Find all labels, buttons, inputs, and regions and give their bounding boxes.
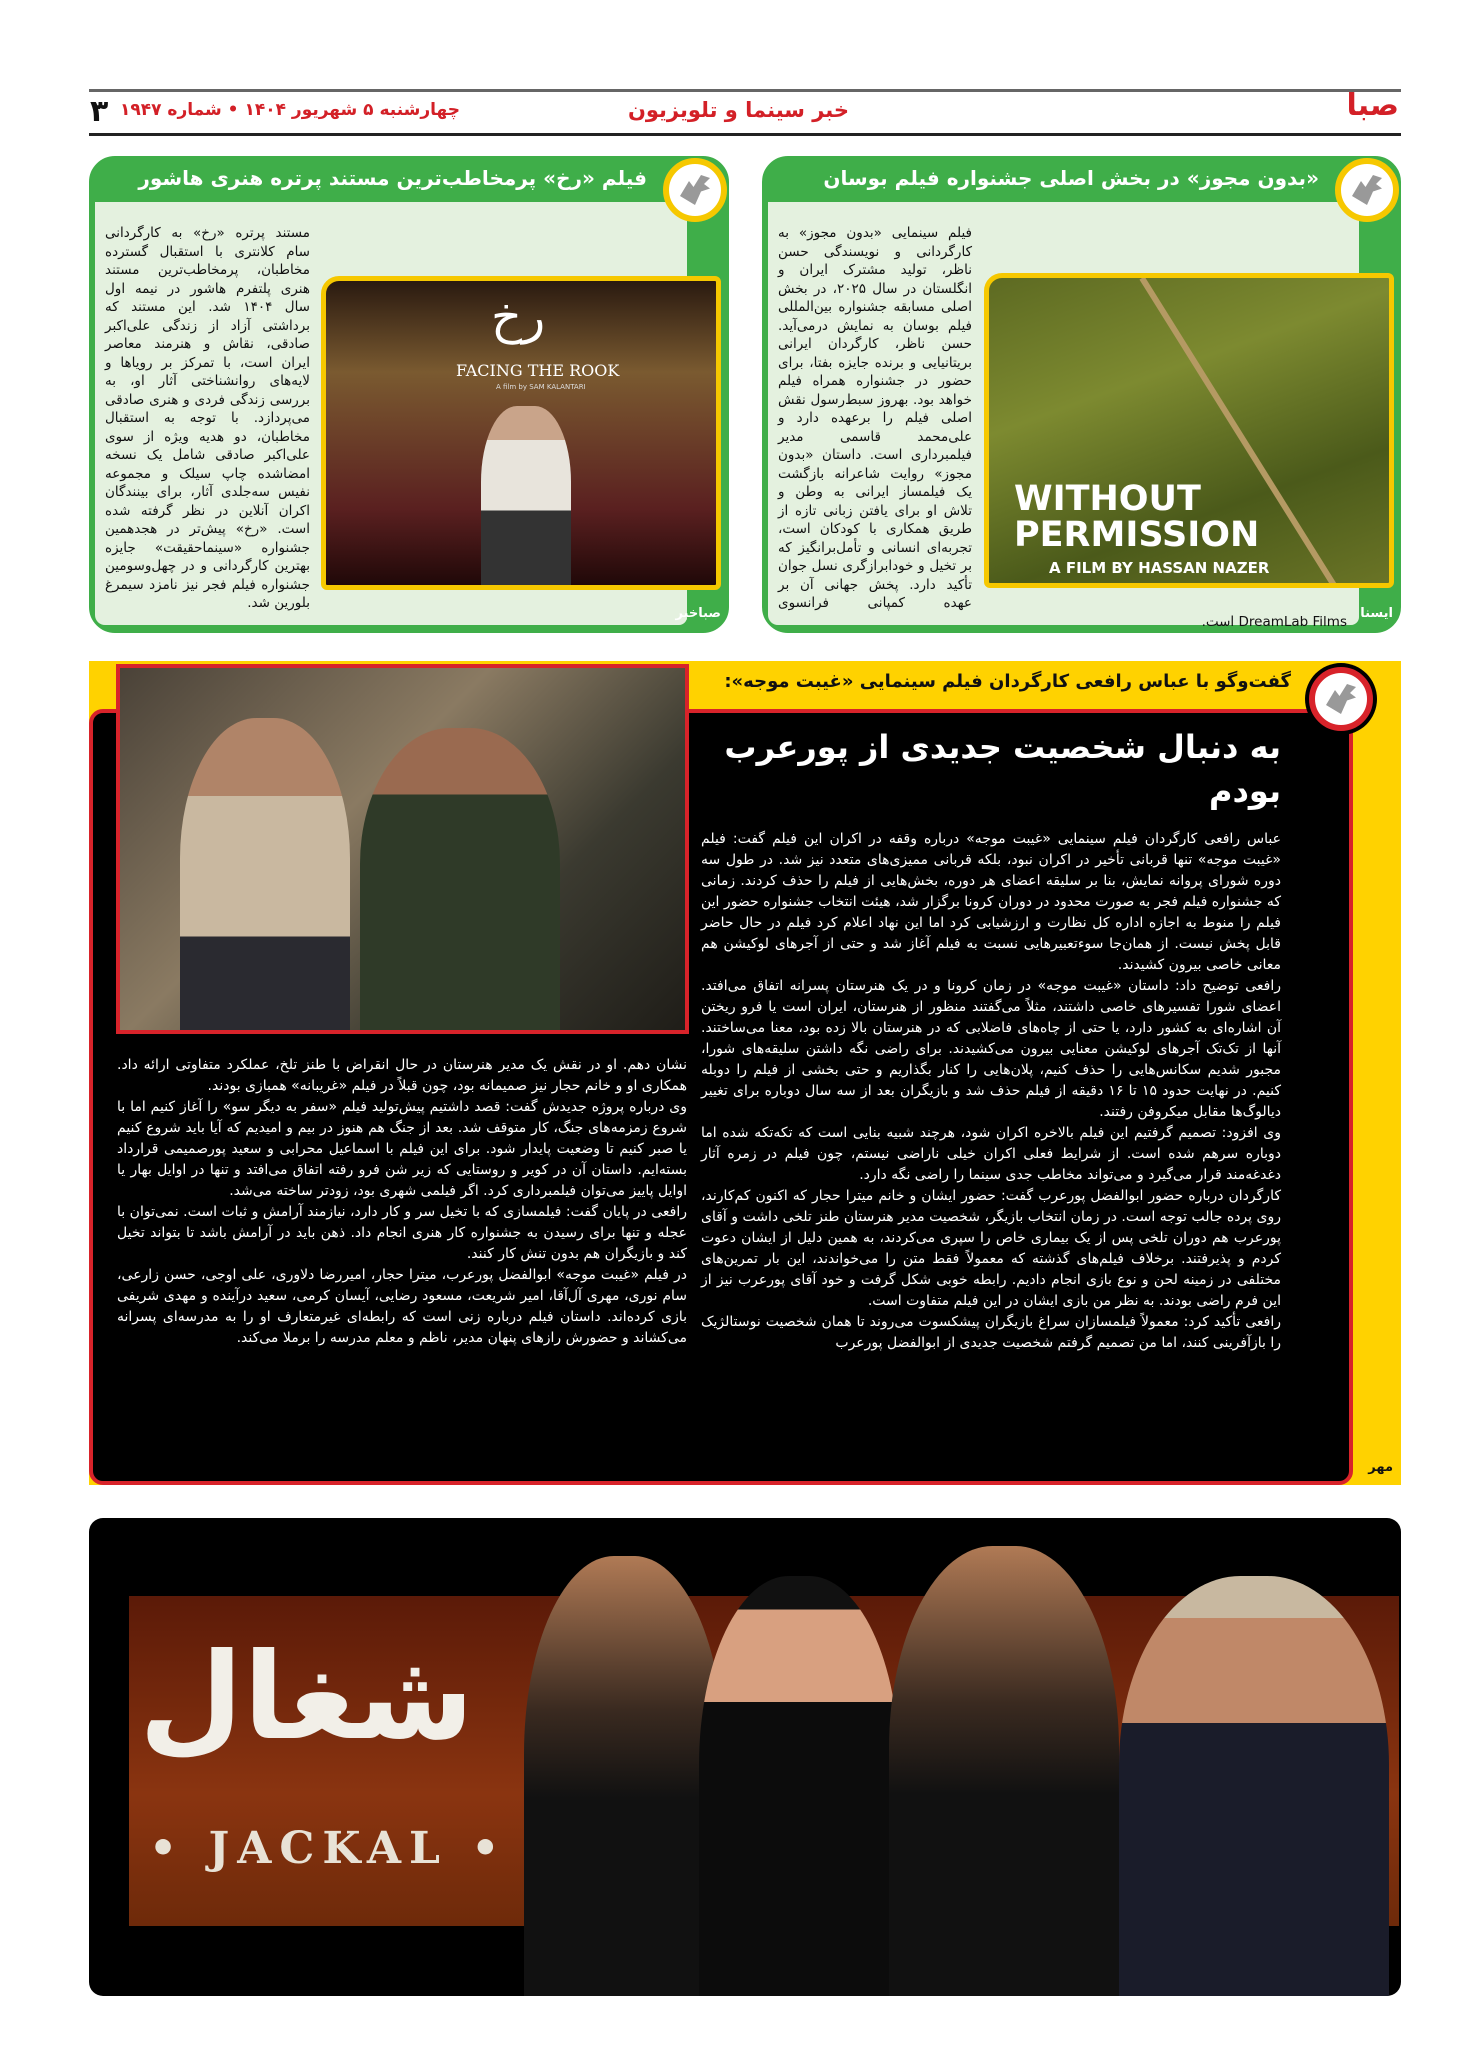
photo-person-right — [360, 728, 560, 1030]
news-box-facing-the-rook — [89, 156, 729, 633]
poster-subtitle: A FILM BY HASSAN NAZER — [1049, 559, 1270, 577]
interview-kicker: گفت‌وگو با عباس رافعی کارگردان فیلم سینمایی «غیبت موجه»: — [724, 671, 1291, 692]
actor-2 — [699, 1576, 899, 1996]
arrow-icon — [1326, 684, 1356, 714]
actor-3 — [889, 1546, 1119, 1996]
interview-photo — [116, 664, 689, 1034]
news-title: فیلم «رخ» پرمخاطب‌ترین مستند پرتره هنری هاشور — [138, 166, 647, 190]
poster-title: FACING THE ROOK — [456, 361, 620, 380]
poster-title: WITHOUT PERMISSION — [1014, 479, 1260, 555]
poster-subtitle: A film by SAM KALANTARI — [496, 383, 586, 391]
actor-1 — [524, 1556, 724, 1996]
news-body — [778, 224, 1347, 629]
newspaper-logo[interactable]: صبا — [1346, 88, 1399, 123]
paragraph: کارگردان درباره حضور ابوالفضل پورعرب گفت: حضور ایشان و خانم میترا حجار که اکنون کم‌کارند، روی پرده جالب توجه است. در زمان انتخاب بازیگر، شخصیت مدیر هنرستان طنز تلخی داشت و آقای پورعرب هم دوران تلخی پس از یک بیماری خاص را سپری می‌کردند، به همین دلیل از ایشان دعوت کردم و پذیرفتند. برخلاف فیلم‌های گذشته که معمولاً فقط متن را می‌خواندند، این بار تمرین‌های مختلفی در زمینه لحن و نوع بازی انجام دادیم. رابطه خوبی شکل گرفت و خود آقای پورعرب نیز از این فرم راضی بودند. به نظر من بازی ایشان در این فیلم متفاوت است. — [701, 1188, 1281, 1309]
header-top-rule — [89, 89, 1401, 92]
paragraph: رافعی تأکید کرد: معمولاً فیلمسازان سراغ بازیگران پیشکسوت می‌روند تا همان شخصیت نوستالژیک را بازآفرینی کنند، اما من تصمیم گرفتم شخصیت جدیدی از ابوالفضل پورعرب — [701, 1314, 1281, 1351]
paragraph: نشان دهم. او در نقش یک مدیر هنرستان در حال انقراض با طنز تلخ، عملکرد متفاوتی ارائه داد. همکاری او و خانم حجار نیز صمیمانه بود، چون قبلاً در فیلم «غریبانه» همبازی بودند. — [117, 1057, 687, 1094]
photo-person-left — [180, 718, 350, 1030]
news-badge — [663, 158, 727, 222]
interview-right-area — [701, 725, 1281, 1354]
interview-column-left — [117, 1055, 687, 1349]
news-body-text: فیلم سینمایی «بدون مجوز» به کارگردانی و نویسندگی حسن ناظر، تولید مشترک ایران و انگلستان در سال ۲۰۲۵، در بخش اصلی مسابقه جشنواره بین‌المللی فیلم بوسان به نمایش درمی‌آید. حسن ناظر، کارگردان ایرانی بریتانیایی و برنده جایزه بفتا، برای حضور در جشنواره همراه فیلم خواهد بود. بهروز سبط‌رسول نقش اصلی فیلم را برعهده دارد و علی‌محمد قاسمی مدیر فیلمبرداری است. داستان «بدون مجوز» روایت شاعرانه بازگشت یک فیلمساز ایرانی به وطن و تلاش او برای یافتن زبانی تازه از طریق همکاری با کودکان است، تجربه‌ای انسانی و تأمل‌برانگیز که بر تخیل و خودابرازگری نسل جوان تأکید دارد. پخش جهانی آن بر عهده کمپانی فرانسوی DreamLab Films است. — [778, 225, 1347, 630]
interview-section — [89, 661, 1401, 1485]
poster-persian-title: رخ — [491, 289, 546, 345]
issue-date: چهارشنبه ۵ شهریور ۱۴۰۴ • شماره ۱۹۴۷ — [120, 100, 461, 120]
banner-english-title: • JACKAL • — [149, 1823, 508, 1874]
news-source: ایسنا — [1360, 606, 1393, 621]
news-badge — [1335, 158, 1399, 222]
news-title: «بدون مجوز» در بخش اصلی جشنواره فیلم بوسان — [823, 166, 1319, 190]
news-body — [105, 224, 675, 629]
news-source: صباخبر — [675, 606, 721, 621]
banner-persian-title: شغال — [139, 1628, 474, 1767]
interview-headline: به دنبال شخصیت جدیدی از پورعرب بودم — [724, 728, 1281, 810]
paragraph: عباس رافعی کارگردان فیلم سینمایی «غیبت موجه» درباره وقفه در اکران این فیلم گفت: فیلم «غیبت موجه» تنها قربانی تأخیر در اکران نبود، بلکه قربانی ممیزی‌های متعدد نیز شد. در طول سه دوره شورای پروانه نمایش، بنا بر سلیقه اعضای هر دوره، بخش‌هایی از فیلم را حذف کردند. زمانی که جشنواره فیلم فجر به صورت محدود در دوران کرونا برگزار شد، هیئت انتخاب جشنواره حضور این فیلم را منوط به اجازه اداره کل نظارت و ارزشیابی کرد اما این نهاد اعلام کرد فیلم در حال حاضر قابل پخش نیست. از همان‌جا سوءتعبیرهایی نسبت به فیلم آغاز شد و حتی از آجرهای لوکیشن هم معانی خاصی بیرون کشیدند. — [700, 831, 1281, 973]
arrow-icon — [1352, 175, 1382, 205]
news-box-without-permission — [762, 156, 1401, 633]
section-title: خبر سینما و تلویزیون — [627, 98, 850, 122]
text-wrap-spacer — [310, 264, 675, 604]
arrow-icon — [680, 175, 710, 205]
paragraph: رافعی توضیح داد: داستان «غیبت موجه» در زمان کرونا و در یک هنرستان پسرانه اتفاق می‌افتد. اعضای شورا تفسیرهای خاصی داشتند، مثلاً می‌گفتند منظور از هنرستان، ایران است یا فرو ریختن آن اشاره‌ای به کشور دارد، یا حتی از چاه‌های فاضلابی که در هنرستان بالا زده بود، معنا می‌ساختند. آنها از تک‌تک آجرهای لوکیشن معنایی بیرون می‌کشیدند. برای راضی نگه داشتن سلیقه‌های شورا، مجبور شدیم سکانس‌هایی را حذف کنیم، پلان‌هایی را کنار بگذاریم و حتی بخشی از فیلم را دوبله کنیم. در نهایت حدود ۱۵ تا ۱۶ دقیقه از فیلم حذف شد و بازیگران بعد از سه سال دوباره برای تغییر دیالوگ‌ها مقابل میکروفن رفتند. — [701, 978, 1282, 1120]
interview-source: مهر — [1368, 1460, 1393, 1475]
actor-4 — [1119, 1576, 1389, 1996]
text-wrap-spacer — [972, 264, 1347, 604]
news-body-text: مستند پرتره «رخ» به کارگردانی سام کلانتری با استقبال گسترده مخاطبان، پرمخاطب‌ترین مستند هنری پلتفرم هاشور در نیمه اول سال ۱۴۰۴ شد. این مستند که برداشتی آزاد از زندگی علی‌اکبر صادقی، نقاش و هنرمند معاصر ایران است، با تمرکز بر رویاها و لایه‌های روانشناختی آثار او، به بررسی زندگی فردی و هنری صادقی می‌پردازد. با توجه به استقبال مخاطبان، دو هدیه ویژه از سوی علی‌اکبر صادقی شامل یک نسخه امضاشده چاپ سیلک و مجموعه نفیس سه‌جلدی آثار، برای بینندگان اکران آنلاین در نظر گرفته شده است. «رخ» پیش‌تر در هجدهمین جشنواره «سینماحقیقت» جایزه بهترین کارگردانی و در چهل‌وسومین جشنواره فیلم فجر نیز نامزد سیمرغ بلورین شد. — [105, 225, 310, 611]
page-number: ۳ — [90, 94, 109, 129]
paragraph: رافعی در پایان گفت: فیلمسازی که با تخیل سر و کار دارد، نیازمند آرامش و ثبات است. نمی‌توان با عجله و تنها برای رسیدن به جشنواره کار هنری انجام داد. ذهن باید در آرامش باشد تا بتواند تخیل کند و بازیگران هم بدون تنش کار کنند. — [117, 1204, 687, 1262]
interview-column-right — [701, 829, 1281, 1354]
jackal-series-banner[interactable] — [89, 1518, 1401, 1996]
interview-badge — [1309, 667, 1373, 731]
paragraph: در فیلم «غیبت موجه» ابوالفضل پورعرب، میترا حجار، امیررضا دلاوری، علی اوجی، حسن زارعی، سام نوری، مهری آل‌آقا، امیر شریعت، مسعود رضایی، آیسان کرمی، سعید درآینده و مهدی شریفی بازی کرده‌اند. داستان فیلم درباره زنی است که رابطه‌ای غیرمتعارف او را به مدرسه‌ای پسرانه می‌کشاند و حضورش رازهای پنهان مدیر، ناظم و معلم مدرسه را برملا می‌کند. — [117, 1267, 687, 1346]
paragraph: وی درباره پروژه جدیدش گفت: قصد داشتیم پیش‌تولید فیلم «سفر به دیگر سو» را آغاز کنیم اما با شروع زمزمه‌های جنگ، کار متوقف شد. بعد از جنگ هم هنوز در بیم و امیدیم که آیا باید شروع کنیم یا صبر کنیم تا وضعیت پایدار شود. برای این فیلم با اسماعیل محرابی و سعید پورصمیمی قرارداد بسته‌ایم. داستان آن در کویر و روستایی که زیر شن فرو رفته اتفاق می‌افتد و تنها در اوایل بهار یا اوایل پاییز می‌توان فیلمبرداری کرد. اگر فیلمی شهری بود، زودتر ساخته می‌شد. — [117, 1099, 687, 1199]
paragraph: وی افزود: تصمیم گرفتیم این فیلم بالاخره اکران شود، هرچند شبیه بنایی است که تکه‌تکه شده اما دوباره سرهم شده است. از شرایط فعلی اکران خیلی ناراضی نیستم، چون فیلم در زمره آثار دغدغه‌مند قرار می‌گیرد و می‌تواند مخاطب جدی سینما را راضی نگه دارد. — [701, 1125, 1281, 1183]
header-bottom-rule — [89, 133, 1401, 136]
